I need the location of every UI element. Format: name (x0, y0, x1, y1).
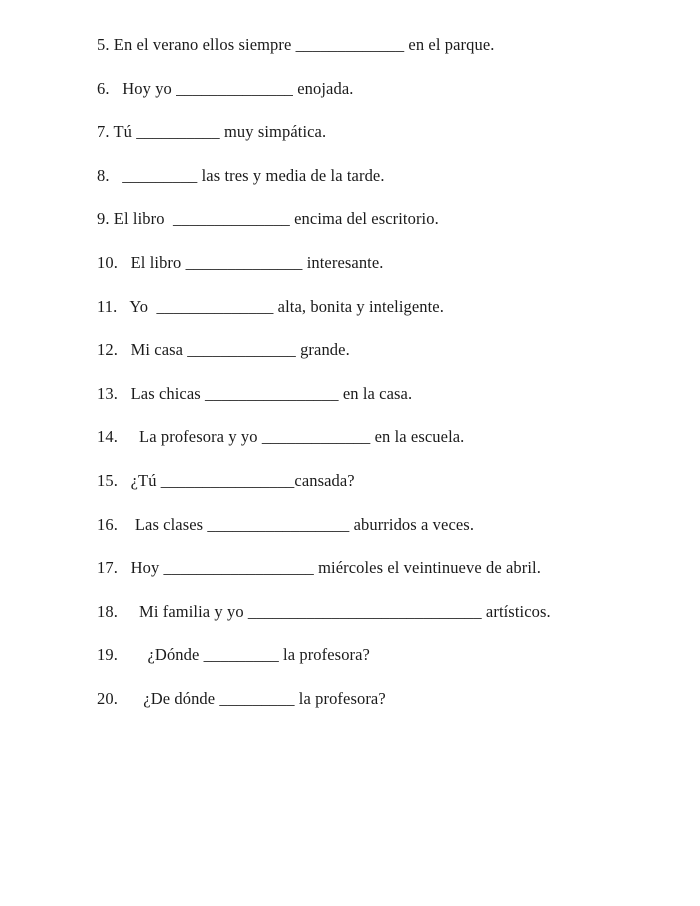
item-number: 19. (97, 645, 118, 665)
item-sentence: ¿Tú ________________cansada? (117, 470, 355, 490)
item-number: 16. (97, 514, 118, 534)
item-sentence: Mi casa _____________ grande. (117, 340, 350, 360)
exercise-item (97, 110, 670, 154)
exercise-item (97, 23, 670, 67)
exercise-item (97, 372, 670, 416)
item-sentence: Las chicas ________________ en la casa. (117, 383, 413, 403)
exercise-item (97, 241, 670, 285)
item-sentence: Tú __________ muy simpática. (109, 122, 327, 142)
item-sentence: Hoy __________________ miércoles el veintinueve de abril. (117, 558, 541, 578)
exercise-item (97, 67, 670, 111)
exercise-item (97, 415, 670, 459)
exercise-item (97, 154, 670, 198)
exercise-item (97, 590, 670, 634)
exercise-item (97, 677, 670, 721)
item-number: 9. (97, 209, 110, 229)
item-number: 18. (97, 601, 118, 621)
item-number: 12. (97, 340, 118, 360)
exercise-item (97, 459, 670, 503)
item-number: 15. (97, 470, 118, 490)
item-number: 8. (97, 165, 110, 185)
item-sentence: En el verano ellos siempre _____________ en el parque. (109, 35, 495, 54)
item-sentence: _________ las tres y media de la tarde. (109, 165, 385, 185)
item-number: 14. (97, 427, 118, 447)
item-number: 10. (97, 252, 118, 272)
item-sentence: Las clases _________________ aburridos a veces. (117, 514, 475, 534)
item-sentence: Mi familia y yo ____________________________ artísticos. (117, 601, 551, 621)
item-number: 5. (97, 35, 110, 54)
item-sentence: ¿Dónde _________ la profesora? (117, 645, 370, 665)
item-sentence: Hoy yo ______________ enojada. (109, 78, 354, 98)
item-sentence: La profesora y yo _____________ en la escuela. (117, 427, 465, 447)
exercise-item (97, 328, 670, 372)
exercise-item (97, 285, 670, 329)
item-number: 17. (97, 558, 118, 578)
exercise-item (97, 197, 670, 241)
exercise-item (97, 546, 670, 590)
item-number: 11. (97, 296, 118, 316)
item-number: 6. (97, 78, 110, 98)
item-number: 7. (97, 122, 110, 142)
item-sentence: El libro ______________ interesante. (117, 252, 384, 272)
item-sentence: Yo ______________ alta, bonita y inteligente. (117, 296, 444, 316)
item-sentence: ¿De dónde _________ la profesora? (117, 688, 386, 708)
item-number: 20. (97, 688, 118, 708)
item-sentence: El libro ______________ encima del escritorio. (109, 209, 439, 229)
exercise-item (97, 503, 670, 547)
item-number: 13. (97, 383, 118, 403)
exercise-item (97, 633, 670, 677)
